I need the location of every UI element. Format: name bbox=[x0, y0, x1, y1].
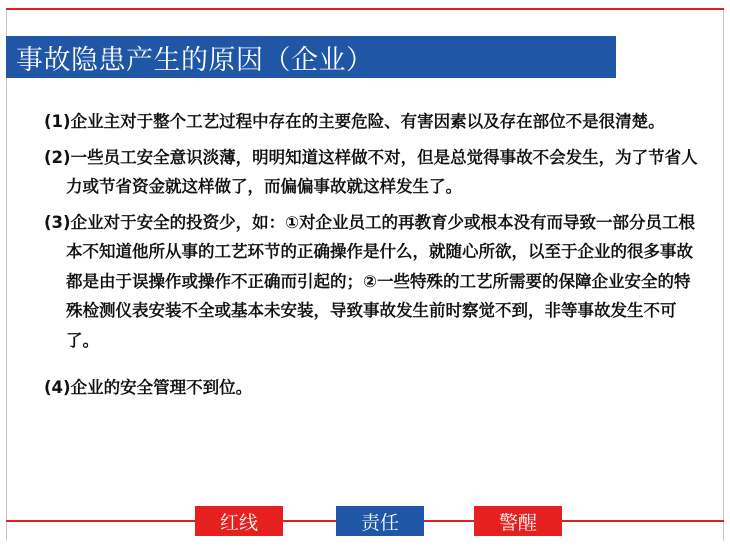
paragraph-1: (1)企业主对于整个工艺过程中存在的主要危险、有害因素以及存在部位不是很清楚。 bbox=[44, 112, 665, 131]
slide-title: 事故隐患产生的原因（企业） bbox=[16, 44, 374, 76]
tag-label: 责任 bbox=[360, 511, 399, 534]
paragraph-4: (4)企业的安全管理不到位。 bbox=[44, 378, 253, 397]
content-body bbox=[44, 107, 704, 409]
tag-responsibility bbox=[336, 506, 424, 536]
paragraph-2: (2)一些员工安全意识淡薄，明明知道这样做不对，但是总觉得事故不会发生，为了节省人力或节省资金就这样做了，而偏偏事故就这样发生了。 bbox=[44, 147, 698, 196]
tag-red-line bbox=[195, 506, 283, 536]
tag-label: 警醒 bbox=[498, 511, 537, 534]
tag-label: 红线 bbox=[219, 511, 258, 534]
title-bar bbox=[6, 36, 616, 78]
paragraph-3: (3)企业对于安全的投资少，如：①对企业员工的再教育少或根本没有而导致一部分员工根本不知道他所从事的工艺环节的正确操作是什么，就随心所欲，以至于企业的很多事故都是由于误操作或操作不正确而引起的；②一些特殊的工艺所需要的保障企业安全的特殊检测仪表安装不全或基本未安装，导致事故发生前时察觉不到，非等事故发生不可了。 bbox=[44, 212, 696, 350]
tag-warning bbox=[474, 506, 562, 536]
